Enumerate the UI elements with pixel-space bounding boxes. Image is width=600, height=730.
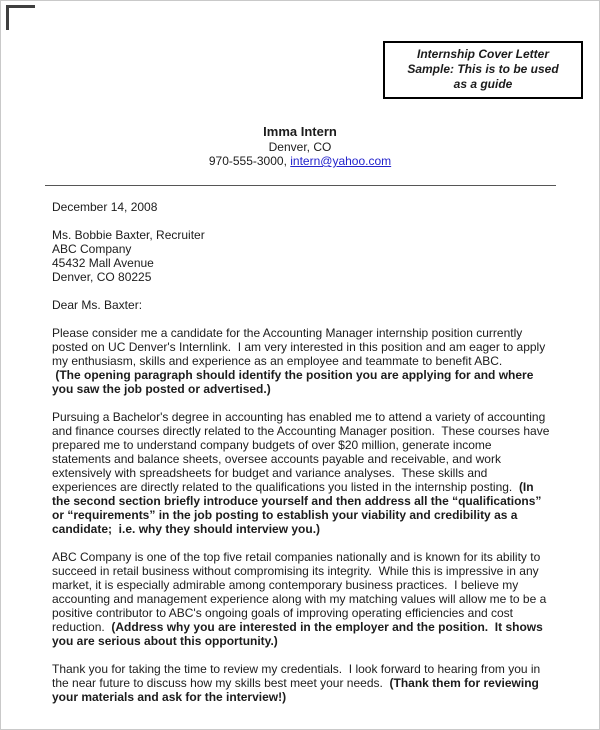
letter-body	[0, 200, 600, 704]
paragraph-text: ABC Company is one of the top five retail companies nationally and is known for its ability to succeed in retail business without compromising its integrity. While this is impressive in any market, it is especially admirable among contemporary business practices. I believe my accounting and management experience along with my matching values will allow me to be a positive contributor to ABC's ongoing goals of improving operating efficiencies and cost reduction.	[52, 550, 550, 634]
email-link[interactable]: intern@yahoo.com	[290, 154, 392, 168]
sample-note-box	[383, 41, 583, 99]
recipient-line: Ms. Bobbie Baxter, Recruiter	[52, 228, 205, 242]
coaching-note: (Thank them for reviewing your materials and ask for the interview!)	[52, 676, 543, 704]
coaching-note: (The opening paragraph should identify the position you are applying for and where you saw the job posted or advertised.)	[52, 368, 537, 396]
paragraph-text: Pursuing a Bachelor's degree in accounting has enabled me to attend a variety of accounting and finance courses directly related to the Accounting Manager position. These courses have prepared me to understand company budgets of over $20 million, generate income statements and balance sheets, oversee accounts payable and receivable, and work extensively with spreadsheets for budget and variance analyses. These skills and experiences are directly related to the qualifications you listed in the internship posting.	[52, 410, 553, 494]
letter-header	[0, 124, 600, 168]
header-divider	[45, 185, 556, 186]
recipient-address	[52, 228, 552, 284]
recipient-line: 45432 Mall Avenue	[52, 256, 154, 270]
note-box-line: as a guide	[453, 77, 513, 91]
sender-city: Denver, CO	[268, 140, 332, 154]
sender-contact	[0, 154, 600, 168]
paragraph-text: Please consider me a candidate for the Accounting Manager internship position currently posted on UC Denver's Internlink. I am very interested in this position and am eager to apply my enthusiasm, skills and experience as an employee and teammate to benefit ABC.	[52, 326, 549, 368]
note-box-line: Sample: This is to be used	[407, 62, 559, 76]
letter-paragraph	[52, 326, 552, 396]
letter-paragraph	[52, 662, 552, 704]
sender-name: Imma Intern	[263, 124, 337, 139]
page-corner-mark	[6, 5, 35, 30]
coaching-note: (Address why you are interested in the employer and the position. It shows you are serious about this opportunity.)	[52, 620, 547, 648]
sender-phone: 970-555-3000,	[208, 154, 291, 168]
letter-paragraphs	[52, 326, 552, 704]
letter-date: December 14, 2008	[52, 200, 158, 214]
coaching-note: (In the second section briefly introduce yourself and then address all the “qualifications” or “requirements” in the job posting to establish your viability and credibility as a candidate; i.e. why they should interview you.)	[52, 480, 545, 536]
letter-paragraph	[52, 410, 552, 536]
note-box-line: Internship Cover Letter	[416, 47, 550, 61]
paragraph-text: Thank you for taking the time to review my credentials. I look forward to hearing from you in the near future to discuss how my skills best meet your needs.	[52, 662, 544, 690]
letter-paragraph	[52, 550, 552, 648]
salutation: Dear Ms. Baxter:	[52, 298, 143, 312]
recipient-line: ABC Company	[52, 242, 132, 256]
recipient-line: Denver, CO 80225	[52, 270, 152, 284]
